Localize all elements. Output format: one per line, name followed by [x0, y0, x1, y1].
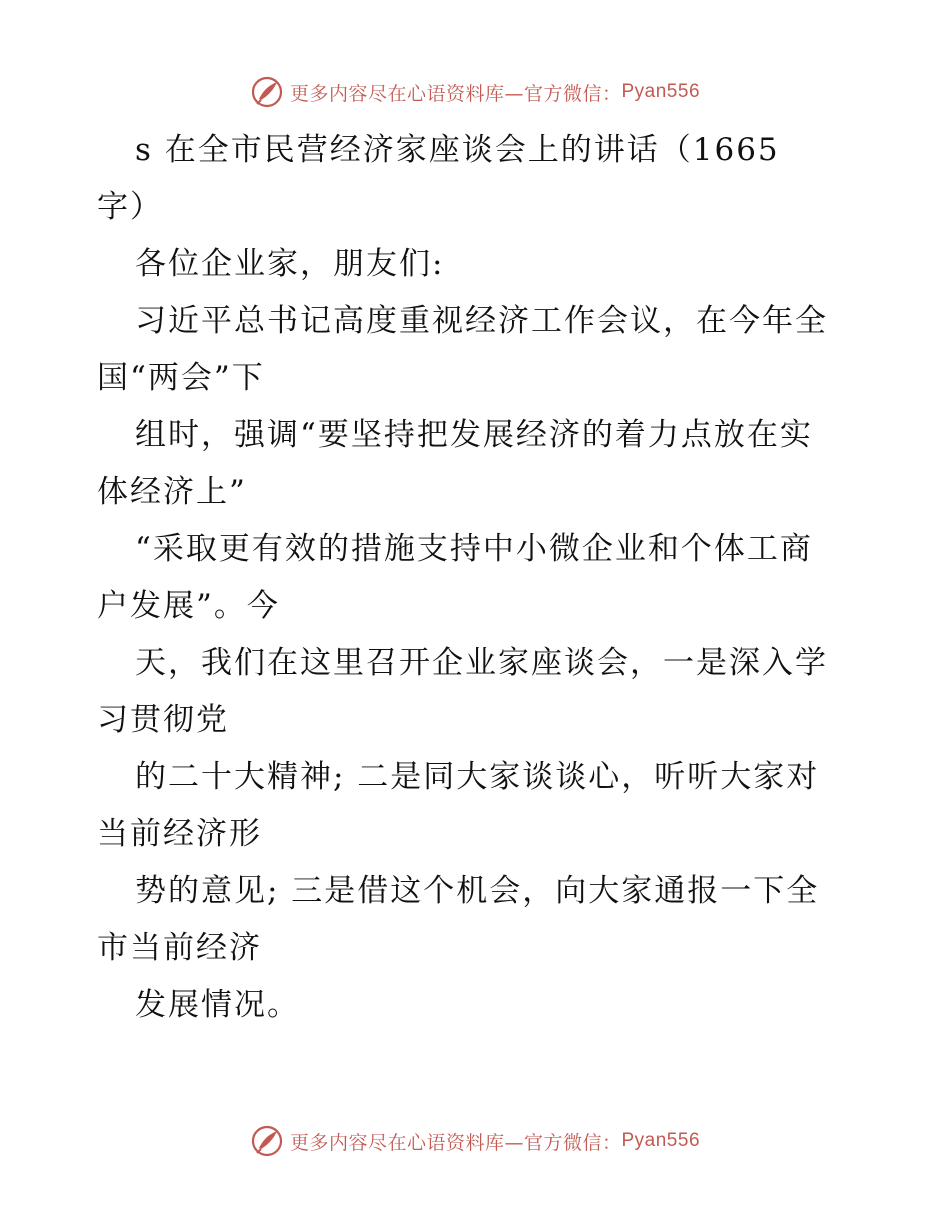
- footer-banner: [0, 1121, 950, 1161]
- paragraph-line: 势的意见; 三是借这个机会，向大家通报一下全: [135, 873, 820, 909]
- paragraph-line: 市当前经济: [97, 930, 262, 966]
- paragraph: [97, 293, 857, 407]
- paragraph: [97, 521, 857, 635]
- header-banner-text: 更多内容尽在心语资料库—官方微信：: [289, 82, 622, 105]
- quill-logo-icon: [250, 1124, 284, 1158]
- paragraph: [97, 749, 857, 863]
- paragraph-line: 各位企业家，朋友们:: [135, 246, 445, 282]
- paragraph-line: 国“两会”下: [97, 360, 265, 396]
- paragraph-line: s 在全市民营经济家座谈会上的讲话（1665: [135, 132, 780, 168]
- paragraph-line: 组时，强调“要坚持把发展经济的着力点放在实: [135, 417, 813, 453]
- paragraph: [97, 977, 857, 1034]
- paragraph-line: 的二十大精神; 二是同大家谈谈心，听听大家对: [135, 759, 820, 795]
- paragraph-line: “采取更有效的措施支持中小微企业和个体工商: [135, 531, 813, 567]
- quill-logo-icon: [250, 75, 284, 109]
- paragraph-line: 习贯彻党: [97, 702, 229, 738]
- paragraph-line: 习近平总书记高度重视经济工作会议，在今年全: [135, 303, 828, 339]
- paragraph: [97, 407, 857, 521]
- header-banner-handle: Pyan556: [621, 81, 701, 102]
- paragraph: [97, 122, 857, 236]
- paragraph-line: 体经济上”: [97, 474, 247, 510]
- paragraph-line: 户发展”。今: [97, 588, 280, 624]
- footer-banner-handle: Pyan556: [621, 1130, 701, 1151]
- paragraph-line: 天，我们在这里召开企业家座谈会，一是深入学: [135, 645, 828, 681]
- paragraph-line: 字）: [97, 189, 163, 225]
- paragraph: [97, 863, 857, 977]
- header-banner: [0, 72, 950, 112]
- paragraph-line: 当前经济形: [97, 816, 262, 852]
- paragraph-line: 发展情况。: [135, 987, 300, 1023]
- paragraph: [97, 236, 857, 293]
- paragraph: [97, 635, 857, 749]
- document-body: [97, 122, 857, 1034]
- footer-banner-text: 更多内容尽在心语资料库—官方微信：: [289, 1131, 622, 1154]
